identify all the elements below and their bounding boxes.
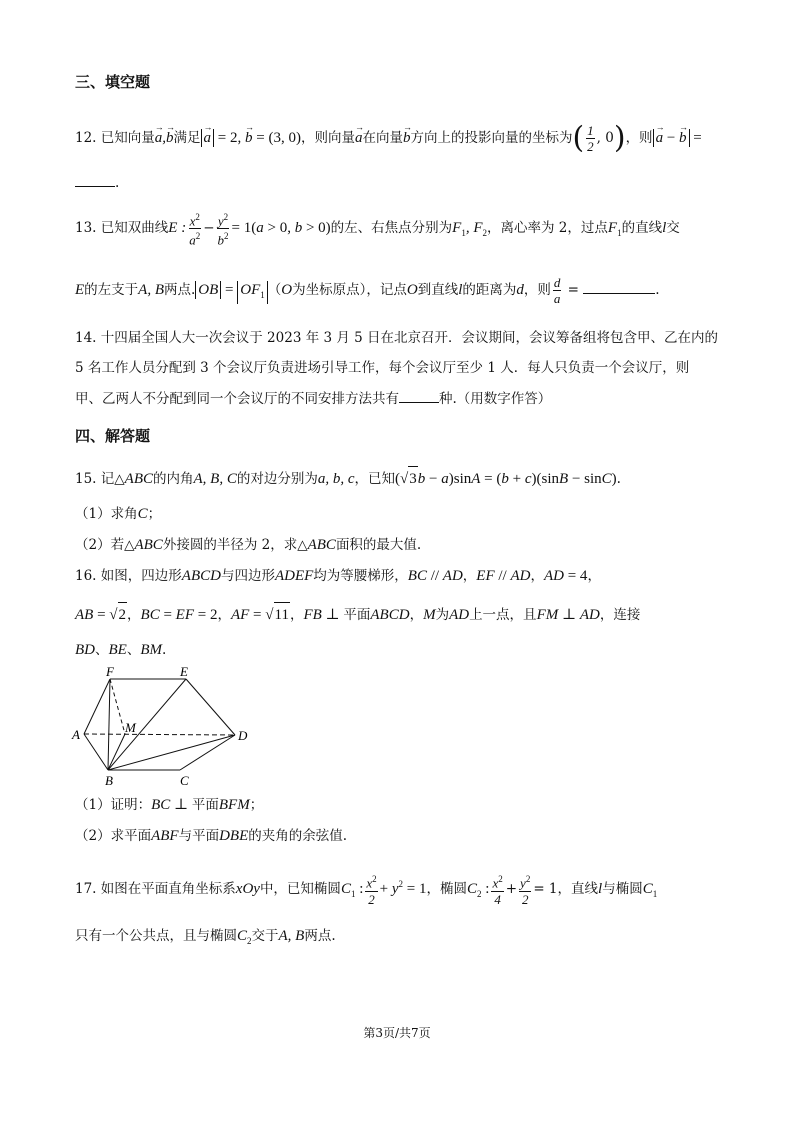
label-C: C xyxy=(180,773,189,788)
edge-AF xyxy=(84,679,110,734)
question-14-line-1: 14. 十四届全国人大一次会议于 2023 年 3 月 5 日在北京召开．会议期间，会议筹备组将包含甲、乙在内的 xyxy=(75,330,719,346)
geometry-figure xyxy=(70,662,260,792)
answer-blank-12[interactable] xyxy=(75,172,115,187)
edge-BE xyxy=(108,679,186,770)
question-13-line-2: E的左支于A, B两点. OB = $OF_1$ （O为坐标原点），记点O到直线l的距离为d，则 $\frac{d}{a}$ = . xyxy=(75,275,660,306)
question-12-line-1: 12. 已知向量a →,b →满足 a → = 2, b → = (3, 0)，则向量a →在向量b →方向上的投影向量的坐标为( $\frac{1}{2}$ , 0)，则 a → − b → = xyxy=(75,120,702,156)
edge-CD xyxy=(180,735,235,770)
question-15-part-1: （1）求角C； xyxy=(75,506,162,522)
label-A: A xyxy=(72,727,80,742)
question-16-part-1: （1）证明：BC ⊥ 平面BFM； xyxy=(75,797,264,813)
edge-BM xyxy=(108,734,125,770)
question-15-part-2: （2）若△ABC外接圆的半径为 2，求△ABC面积的最大值. xyxy=(75,537,422,553)
question-16-line-2: AB = √2，BC = EF = 2，AF = √11，FB ⊥ 平面ABCD，M为AD上一点，且FM ⊥ AD，连接 xyxy=(75,602,640,627)
label-M: M xyxy=(125,720,136,735)
label-E: E xyxy=(180,664,188,679)
edge-AB xyxy=(84,734,108,770)
question-15-line-1: 15. 记△ABC的内角A, B, C的对边分别为a, b, c，已知(√3b − a)sinA = (b + c)(sinB − sinC). xyxy=(75,466,621,491)
edge-ED xyxy=(186,679,235,735)
page-footer: 第3页/共7页 xyxy=(363,1026,431,1040)
label-D: D xyxy=(238,728,248,743)
edge-AD xyxy=(84,734,235,735)
answer-blank-13[interactable] xyxy=(583,279,655,294)
label-B: B xyxy=(105,773,113,788)
answer-blank-14[interactable] xyxy=(399,388,439,403)
question-17-line-2: 只有一个公共点，且与椭圆$C_2$交于A, B两点. xyxy=(75,928,336,946)
edge-FB xyxy=(108,679,110,770)
edge-BD xyxy=(108,735,235,770)
question-13-line-1: 13. 已知双曲线E : $\frac{x^2}{a^2}$ − $\frac{y^2}{b^2}$ = 1(a > 0, b > 0)的左、右焦点分别为$F_1$, $F_2$，离心率为 2，过点$F_1$的直线l交 xyxy=(75,211,680,248)
edge-FM xyxy=(110,679,125,734)
label-F: F xyxy=(106,664,114,679)
question-17-line-1: 17. 如图在平面直角坐标系xOy中，已知椭圆$C_1$ : $\frac{x^2}{2}$ + $y^2 = 1$，椭圆$C_2$ : $\frac{x^2}{4}$ + $\frac{y^2}{2}$ = 1，直线l与椭圆$C_1$ xyxy=(75,874,658,907)
question-16-line-1: 16. 如图，四边形ABCD与四边形ADEF均为等腰梯形，BC // AD，EF // AD，AD = 4， xyxy=(75,568,601,584)
question-14-line-2: 5 名工作人员分配到 3 个会议厅负责进场引导工作，每个会议厅至少 1 人．每人只负责一个会议厅，则 xyxy=(75,360,690,376)
question-12-line-2: . xyxy=(75,172,119,193)
question-16-part-2: （2）求平面ABF与平面DBE的夹角的余弦值. xyxy=(75,828,348,844)
question-14-line-3: 甲、乙两人不分配到同一个会议厅的不同安排方法共有 种.（用数字作答） xyxy=(75,388,551,409)
section-title-solve: 四、解答题 xyxy=(75,427,151,445)
question-16-line-3: BD、BE、BM. xyxy=(75,642,167,658)
section-title-fill-in: 三、填空题 xyxy=(75,73,151,91)
